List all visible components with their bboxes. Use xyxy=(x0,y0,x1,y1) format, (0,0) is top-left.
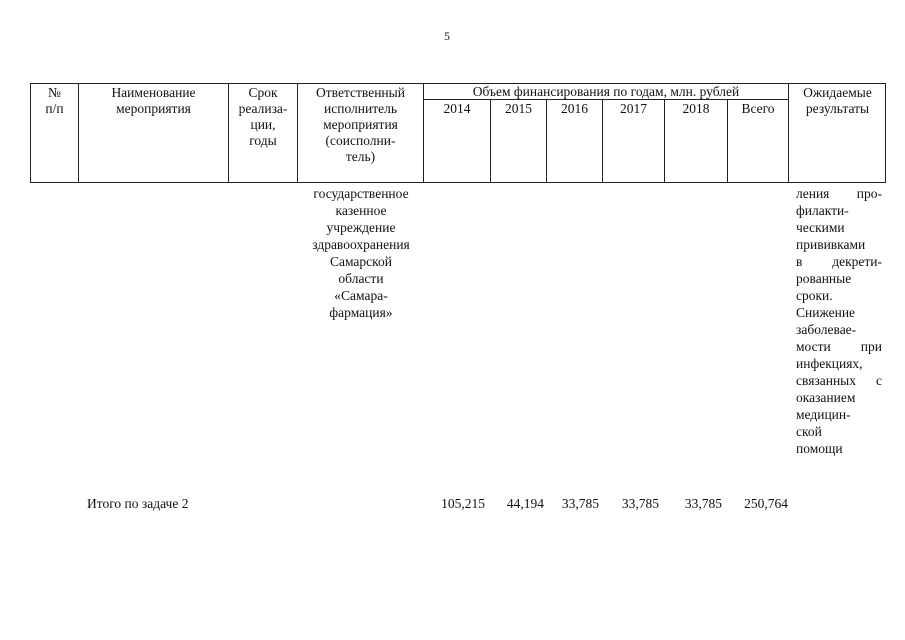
header-year-2017: 2017 xyxy=(620,101,647,116)
header-results-line: результаты xyxy=(805,101,870,116)
total-2014: 105,215 xyxy=(441,496,485,511)
header-term-line: реализа- xyxy=(238,101,288,116)
total-label: Итого по задаче 2 xyxy=(87,496,189,511)
executor-line: учреждение xyxy=(326,220,396,235)
header-executor-line: Ответственный xyxy=(316,85,405,100)
results-line: мости при xyxy=(796,339,882,354)
header-name xyxy=(79,85,228,117)
executor-line: «Самара- xyxy=(334,288,388,303)
total-2017: 33,785 xyxy=(621,496,659,511)
results-line: Снижение xyxy=(796,305,856,320)
total-2018: 33,785 xyxy=(684,496,722,511)
header-term-line: годы xyxy=(249,133,277,148)
header-executor-line: исполнитель xyxy=(324,101,397,116)
header-num-line: № xyxy=(48,85,61,100)
header-results xyxy=(789,85,886,117)
header-year-2016: 2016 xyxy=(561,101,588,116)
header-term-line: ции, xyxy=(250,117,276,132)
executor-line: здравоохранения xyxy=(312,237,410,252)
header-year-total: Всего xyxy=(741,101,775,116)
executor-line: казенное xyxy=(335,203,387,218)
header-year-2014: 2014 xyxy=(443,101,471,116)
results-line: сроки. xyxy=(796,288,833,303)
results-line: инфекциях, xyxy=(796,356,863,371)
header-name-line: мероприятия xyxy=(116,101,191,116)
results-line: в декрети- xyxy=(796,254,882,269)
results-line: ления про- xyxy=(796,186,882,201)
executor-line: области xyxy=(338,271,384,286)
header-executor xyxy=(298,85,423,165)
results-continuation xyxy=(796,185,882,457)
page-number: 5 xyxy=(444,29,450,43)
header-num xyxy=(31,85,78,117)
total-2015: 44,194 xyxy=(506,496,544,511)
results-line: ской xyxy=(796,424,822,439)
results-line: прививками xyxy=(796,237,866,252)
executor-continuation xyxy=(300,185,422,321)
header-executor-line: (соисполни- xyxy=(325,133,396,148)
total-2016: 33,785 xyxy=(561,496,599,511)
header-executor-line: мероприятия xyxy=(323,117,398,132)
header-year-2015: 2015 xyxy=(505,101,532,116)
results-line: рованные xyxy=(796,271,852,286)
header-num-line: п/п xyxy=(45,101,64,116)
header-year-2018: 2018 xyxy=(682,101,710,116)
results-line: филакти- xyxy=(796,203,849,218)
total-all: 250,764 xyxy=(744,496,788,511)
header-financing-title: Объем финансирования по годам, млн. рублей xyxy=(472,84,740,99)
results-line: связанных с xyxy=(796,373,882,388)
header-term xyxy=(229,85,297,149)
header-results-line: Ожидаемые xyxy=(803,85,872,100)
results-line: помощи xyxy=(796,441,843,456)
executor-line: фармация» xyxy=(329,305,393,320)
executor-line: государственное xyxy=(313,186,409,201)
header-executor-line: тель) xyxy=(345,149,376,164)
header-term-line: Срок xyxy=(248,85,278,100)
header-name-line: Наименование xyxy=(111,85,196,100)
executor-line: Самарской xyxy=(329,254,393,269)
results-line: медицин- xyxy=(796,407,851,422)
results-line: заболевае- xyxy=(796,322,857,337)
results-line: оказанием xyxy=(796,390,856,405)
results-line: ческими xyxy=(796,220,845,235)
